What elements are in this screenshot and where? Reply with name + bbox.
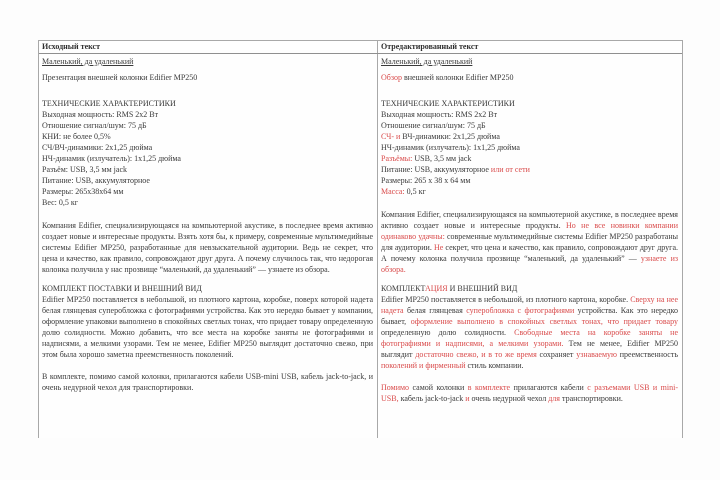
plain-text: очень недурной чехол bbox=[471, 394, 549, 403]
spec-line bbox=[381, 98, 678, 109]
edit-marked-text: Обзор bbox=[381, 73, 402, 82]
plain-text: ТЕХНИЧЕСКИЕ ХАРАКТЕРИСТИКИ bbox=[42, 99, 176, 108]
tech-specs-list bbox=[42, 98, 373, 208]
plain-text: Выходная мощность: RMS 2х2 Вт bbox=[381, 110, 498, 119]
plain-text: самой колонки bbox=[412, 383, 468, 392]
plain-text: КНИ: не более 0,5% bbox=[42, 132, 111, 141]
plain-text: Отношение сигнал/шум: 75 дБ bbox=[381, 121, 486, 130]
plain-text: 0,5 кг bbox=[404, 187, 426, 196]
plain-text: КОМПЛЕКТ bbox=[381, 284, 425, 293]
spec-line bbox=[42, 98, 373, 109]
plain-text: внешней колонки Edifier MP250 bbox=[401, 73, 514, 82]
plain-text: современные мультимедийные системы Edifier MP250 разработаны для аудитории. bbox=[381, 232, 678, 252]
edit-marked-text: для bbox=[548, 394, 562, 403]
spec-line bbox=[381, 153, 678, 164]
plain-text: Питание: USB, аккумуляторное bbox=[381, 165, 491, 174]
edit-marked-text: СЧ- и bbox=[381, 132, 403, 141]
edit-marked-text: Разъёмы: bbox=[381, 154, 413, 163]
plain-text: устройства. Как это нередко бывает, bbox=[381, 306, 678, 326]
plain-text: USB, 3,5 мм jack bbox=[412, 154, 472, 163]
edit-marked-text: Не bbox=[433, 243, 446, 252]
spec-line bbox=[42, 164, 373, 175]
source-column-header: Исходный текст bbox=[42, 42, 101, 51]
packaging-paragraph bbox=[381, 294, 678, 371]
plain-text: сохраняет bbox=[539, 350, 577, 359]
spec-line bbox=[42, 142, 373, 153]
source-text-cell bbox=[39, 54, 377, 438]
intro-paragraph bbox=[42, 220, 373, 275]
edit-marked-text: суперобложка с фотографиями bbox=[466, 306, 578, 315]
plain-text: Питание: USB, аккумуляторное bbox=[42, 176, 150, 185]
table-header-row bbox=[39, 41, 682, 54]
plain-text: ТЕХНИЧЕСКИЕ ХАРАКТЕРИСТИКИ bbox=[381, 99, 515, 108]
spec-line bbox=[42, 120, 373, 131]
article-title: Маленький, да удаленький bbox=[381, 57, 473, 66]
edited-column-header: Отредактированный текст bbox=[377, 41, 682, 53]
edit-marked-text: достаточно свежо, и в то же время bbox=[415, 350, 540, 359]
section-heading bbox=[42, 283, 373, 294]
plain-text: И ВНЕШНИЙ ВИД bbox=[447, 284, 518, 293]
bundle-paragraph bbox=[381, 382, 678, 404]
plain-text: Отношение сигнал/шум: 75 дБ bbox=[42, 121, 147, 130]
plain-text: секрет, что цена и качество, как правило, сопровождают друг друга. А почему колонка получила прозвище “маленький, да удаленький” — bbox=[381, 243, 679, 263]
plain-text: КОМПЛЕКТ ПОСТАВКИ И ВНЕШНИЙ ВИД bbox=[42, 284, 202, 293]
edit-marked-text: Помимо bbox=[381, 383, 413, 392]
edit-marked-text: узнаваемую bbox=[576, 350, 620, 359]
plain-text: СЧ/ВЧ-динамики: 2х1,25 дюйма bbox=[42, 143, 153, 152]
plain-text: транспортировки. bbox=[561, 394, 623, 403]
plain-text: Тем не менее, Edifier MP250 выглядит bbox=[381, 339, 678, 359]
spec-line bbox=[42, 175, 373, 186]
edit-marked-text: оформление выполнено в спокойных светлых тонах, что придает товару bbox=[410, 317, 678, 326]
edit-marked-text: Свободные места на коробке заняты не фотографиями и надписями, а мелкими узорами. bbox=[381, 328, 678, 348]
plain-text: стиль компании. bbox=[467, 361, 524, 370]
plain-text: преемственность bbox=[619, 350, 678, 359]
edit-marked-text: узнаете из обзора. bbox=[381, 254, 679, 274]
spec-line bbox=[381, 120, 678, 131]
plain-text: Разъём: USB, 3,5 мм jack bbox=[42, 165, 128, 174]
plain-text: НЧ-динамик (излучатель): 1х1,25 дюйма bbox=[42, 154, 181, 163]
edit-marked-text: с разъемами USB и mini-USB, bbox=[381, 383, 679, 403]
plain-text: Размеры: 265 х 38 х 64 мм bbox=[381, 176, 471, 185]
spec-line bbox=[381, 175, 678, 186]
edit-marked-text: АЦИЯ bbox=[424, 284, 448, 293]
tech-specs-list bbox=[381, 98, 678, 197]
packaging-paragraph bbox=[42, 294, 373, 360]
article-subtitle bbox=[381, 72, 678, 83]
article-title: Маленький, да удаленький bbox=[42, 57, 134, 66]
table-body-row bbox=[39, 54, 682, 438]
plain-text: Презентация внешней колонки Edifier MP250 bbox=[42, 73, 198, 82]
intro-paragraph bbox=[381, 209, 678, 275]
spec-line bbox=[381, 186, 678, 197]
plain-text: прилагаются кабели bbox=[513, 383, 588, 392]
plain-text: Edifier MP250 поставляется в небольшой, из плотного картона, коробке. bbox=[381, 295, 631, 304]
spec-line bbox=[42, 131, 373, 142]
edit-marked-text: поколений и фирменный bbox=[381, 361, 468, 370]
plain-text: НЧ-динамик (излучатель): 1х1,25 дюйма bbox=[381, 143, 520, 152]
spec-line bbox=[42, 153, 373, 164]
plain-text: Edifier MP250 поставляется в небольшой, из плотного картона, коробке, поверх которой надета белая глянцевая суперобложка с фотографиями устройства. Как это нередко бывает у компании, оформление упаковки выполнено в спокойных светлых тонах, что придает товару определенную долю солидности. Можно добавить, что все места на коробке заняты не фотографиями и надписями, а мелкими узорами. Тем не менее, Edifier MP250 выглядит достаточно свежо, при этом была хорошо заметна преемственность поколений. bbox=[42, 295, 373, 359]
plain-text: Размеры: 265х38х64 мм bbox=[42, 187, 124, 196]
spec-line bbox=[42, 197, 373, 208]
plain-text: Выходная мощность: RMS 2х2 Вт bbox=[42, 110, 159, 119]
spec-line bbox=[381, 142, 678, 153]
plain-text: ВЧ-динамики: 2х1,25 дюйма bbox=[402, 132, 500, 141]
bundle-paragraph bbox=[42, 371, 373, 393]
article-subtitle bbox=[42, 72, 373, 83]
edit-marked-text: или от сети bbox=[490, 165, 530, 174]
plain-text: В комплекте, помимо самой колонки, прилагаются кабели USB-mini USB, кабель jack-to-jack, и очень недурной чехол для транспортировки. bbox=[42, 372, 373, 392]
spec-line bbox=[42, 109, 373, 120]
plain-text: белая глянцевая bbox=[407, 306, 467, 315]
edit-marked-text: Но не все новинки компании одинаково удачны: bbox=[381, 221, 678, 241]
comparison-table bbox=[38, 40, 683, 438]
spec-line bbox=[381, 109, 678, 120]
edit-marked-text: и bbox=[465, 394, 472, 403]
edit-marked-text: Масса: bbox=[381, 187, 405, 196]
plain-text: Вес: 0,5 кг bbox=[42, 198, 79, 207]
spec-line bbox=[381, 164, 678, 175]
edited-text-cell bbox=[377, 54, 682, 438]
edit-marked-text: Сверху на нее надета bbox=[381, 295, 679, 315]
spec-line bbox=[42, 186, 373, 197]
plain-text: определенную долю солидности. bbox=[381, 328, 515, 337]
spec-line bbox=[381, 131, 678, 142]
plain-text: Компания Edifier, специализирующаяся на компьютерной акустике, в последнее время активно создает новые и интересные продукты. bbox=[381, 210, 678, 230]
plain-text: кабель jack-to-jack bbox=[400, 394, 466, 403]
edit-marked-text: в комплекте bbox=[467, 383, 514, 392]
plain-text: Компания Edifier, специализирующаяся на компьютерной акустике, в последнее время активно создает новые и интересные продукты. Взять хотя бы, к примеру, современные мультимедийные системы Edifier MP250, разработанные для невзыскательной аудитории. Ведь не секрет, что цена и качество, как правило, сопровождают друг друга. А почему случилось так, что недорогая колонка получила у нас прозвище “маленький, да удаленький” — узнаете из обзора. bbox=[42, 221, 373, 274]
section-heading bbox=[381, 283, 678, 294]
